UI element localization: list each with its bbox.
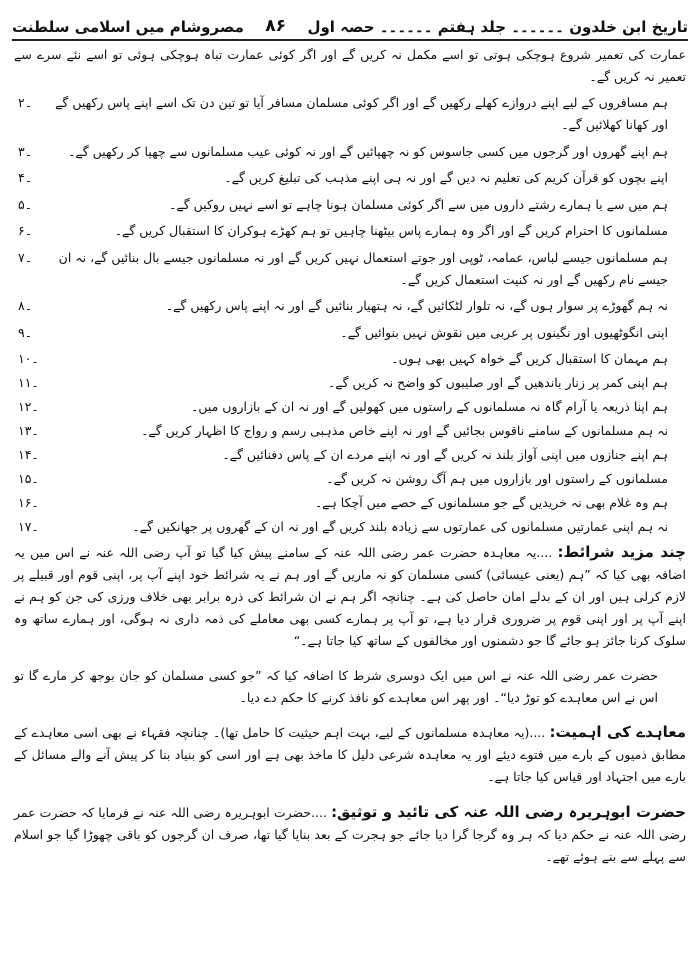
- intro-paragraph: عمارت کی تعمیر شروع ہوچکی ہوتی تو اسے مکمل نہ کریں گے اور اگر کوئی عمارت تباہ ہوچکی ہوئی تو اسے نئے سرے سے تعمیر نہ کریں گے۔: [14, 47, 686, 84]
- item-number: ۱۶۔: [18, 495, 39, 510]
- section-extra-conditions: [14, 541, 686, 652]
- list-item: اپنی انگوٹھیوں اور نگینوں پر عربی میں نقوش نہیں بنوائیں گے۔ ۹۔: [14, 322, 686, 344]
- list-item: نہ ہم اپنی عمارتیں مسلمانوں کی عمارتوں سے زیادہ بلند کریں گے اور نہ ان کے گھروں پر جھانکیں گے۔ ۱۷۔: [14, 516, 686, 538]
- list-item: ہم میں سے یا ہمارے رشتے داروں میں سے اگر کوئی مسلمان ہونا چاہے تو اسے نہیں روکیں گے۔ ۵۔: [14, 194, 686, 216]
- volume-label: جلد ہفتم: [437, 18, 507, 36]
- list-item: اپنے بچوں کو قرآن کریم کی تعلیم نہ دیں گے اور نہ ہی اپنے مذہب کی تبلیغ کریں گے۔ ۴۔: [14, 167, 686, 189]
- section-importance: [14, 721, 686, 788]
- section-heading: چند مزید شرائط:: [557, 543, 686, 561]
- section-abu-hurairah: [14, 801, 686, 868]
- section-text: ....(یہ معاہدہ مسلمانوں کے لیے، بہت اہم حیثیت کا حامل تھا)۔ چنانچہ فقہاء نے بھی اسی معاہدے کے مطابق ذمیوں کے بارے میں فتوے دیئے اور یہ معاہدہ شرعی دلیل کا ماخذ بھی ہے اور اسی کو بنیاد بنا کر پیش آنے والے مسائل کے بارے میں اجتہاد اور قیاس کیا جاتا ہے۔: [14, 725, 686, 784]
- header-book-info: تاریخ ابن خلدون ۔۔۔۔۔۔ جلد ہفتم ۔۔۔۔۔۔ حصہ اول: [307, 18, 688, 36]
- chapter-title: مصروشام میں اسلامی سلطنت: [12, 18, 244, 36]
- item-number: ۱۳۔: [18, 423, 39, 438]
- section-text: ....یہ معاہدہ حضرت عمر رضی اللہ عنہ کے سامنے پیش کیا گیا تو آپ رضی اللہ عنہ نے اس میں یہ اضافہ بھی کیا کہ ”ہم (یعنی عیسائی) کسی مسلمان کو نہ ماریں گے اور ہم نے یہ شرائط خود اپنے آپ پر، اپنی قوم اور قبیلے پر لازم کرلی ہیں اور ان کے بدلے امان حاصل کی ہے۔ چنانچہ اگر ہم نے ان شرائط کی ذرہ برابر بھی خلاف ورزی کی جن کو ہم نے اپنے آپ پر اور اپنی قوم پر ضروری قرار دیا ہے، تو آپ پر ہمارے کسی بھی معاملے کی ذمہ داری نہ ہوگی، اور ہمارے ساتھ وہ سلوک کرنا جائز ہو جائے گا جو دشمنوں اور مخالفوں کے ساتھ کیا جاتا ہے۔“: [14, 545, 686, 648]
- page-header: [12, 6, 688, 41]
- list-item: نہ ہم مسلمانوں کے سامنے ناقوس بجائیں گے اور نہ اپنے خاص مذہبی رسم و رواج کا اظہار کریں گے۔ ۱۳۔: [14, 420, 686, 442]
- item-number: ۲۔: [18, 95, 33, 110]
- item-number: ۴۔: [18, 170, 33, 185]
- list-item: ہم مہمان کا استقبال کریں گے خواہ کہیں بھی ہوں۔ ۱۰۔: [14, 348, 686, 370]
- item-number: ۸۔: [18, 298, 33, 313]
- section-additional-clause: [14, 665, 686, 709]
- list-item: ہم مسافروں کے لیے اپنے دروازے کھلے رکھیں گے اور اگر کوئی مسلمان مسافر آیا تو تین دن تک اسے اپنے پاس رکھیں گے اور کھانا کھلائیں گے۔ ۲۔: [14, 92, 686, 136]
- item-number: ۳۔: [18, 143, 33, 159]
- page-number: ۸۶: [265, 16, 287, 36]
- section-heading: معاہدے کی اہمیت:: [549, 723, 686, 741]
- item-number: ۱۵۔: [18, 471, 39, 486]
- section-text: ....حضرت ابوہریرہ رضی اللہ عنہ نے فرمایا کہ حضرت عمر رضی اللہ عنہ نے حکم دیا کہ ہر وہ گرجا گرا دیا جائے جو ہجرت کے بعد بنایا گیا تھا، صرف ان گرجوں کو باقی چھوڑا گیا جو اسلام سے پہلے سے بنے ہوئے تھے۔: [14, 804, 686, 864]
- section-heading: حضرت ابوہریرہ رضی اللہ عنہ کی تائید و توثیق:: [331, 802, 686, 821]
- list-item: مسلمانوں کے راستوں اور بازاروں میں ہم آگ روشن نہ کریں گے۔ ۱۵۔: [14, 468, 686, 490]
- item-number: ۱۷۔: [18, 519, 39, 534]
- part-label: حصہ اول: [307, 18, 375, 36]
- list-item: ہم مسلمانوں جیسے لباس، عمامہ، ٹوپی اور جوتے استعمال نہیں کریں گے اور نہ مسلمانوں جیسے بال بنائیں گے، نہ ان جیسے نام رکھیں گے اور نہ کنیت استعمال کریں گے۔ ۷۔: [14, 247, 686, 291]
- item-number: ۱۰۔: [18, 351, 39, 366]
- list-item: ہم اپنے گھروں اور گرجوں میں کسی جاسوس کو نہ چھپائیں گے اور نہ کوئی عیب مسلمانوں سے چھپا کر رکھیں گے۔ ۳۔: [14, 141, 686, 163]
- list-item: ہم اپنا ذریعہ یا آرام گاہ نہ مسلمانوں کے راستوں میں کھولیں گے اور نہ ان کے بازاروں میں۔ ۱۲۔: [14, 396, 686, 418]
- item-number: ۵۔: [18, 196, 33, 212]
- list-item: ہم اپنی کمر پر زنار باندھیں گے اور صلیبوں کو واضح نہ کریں گے۔ ۱۱۔: [14, 372, 686, 394]
- item-number: ۶۔: [18, 223, 33, 238]
- page-body: [14, 44, 686, 880]
- item-number: ۱۲۔: [18, 399, 39, 414]
- section-text: حضرت عمر رضی اللہ عنہ نے اس میں ایک دوسری شرط کا اضافہ کیا کہ ”جو کسی مسلمان کو جان بوجھ کر مارے گا تو اس نے اس معاہدے کو توڑ دیا“۔ اور پھر اس معاہدے کو نافذ کرنے کا حکم دے دیا۔: [14, 667, 658, 705]
- item-number: ۷۔: [18, 249, 33, 265]
- list-item: نہ ہم گھوڑے پر سوار ہوں گے، نہ تلوار لٹکائیں گے، نہ ہتھیار بنائیں گے اور نہ اپنے پاس رکھیں گے۔ ۸۔: [14, 295, 686, 317]
- list-item: ہم اپنے جنازوں میں اپنی آواز بلند نہ کریں گے اور نہ اپنے مردے ان کے پاس دفنائیں گے۔ ۱۴۔: [14, 444, 686, 466]
- list-item: ہم وہ غلام بھی نہ خریدیں گے جو مسلمانوں کے حصے میں آچکا ہے۔ ۱۶۔: [14, 492, 686, 514]
- item-number: ۱۱۔: [18, 375, 39, 390]
- book-title: تاریخ ابن خلدون: [569, 18, 688, 36]
- item-number: ۱۴۔: [18, 447, 39, 462]
- list-item: مسلمانوں کا احترام کریں گے اور اگر وہ ہمارے پاس بیٹھنا چاہیں تو ہم کھڑے ہوکران کا استقبال کریں گے۔ ۶۔: [14, 220, 686, 242]
- item-number: ۹۔: [18, 324, 33, 340]
